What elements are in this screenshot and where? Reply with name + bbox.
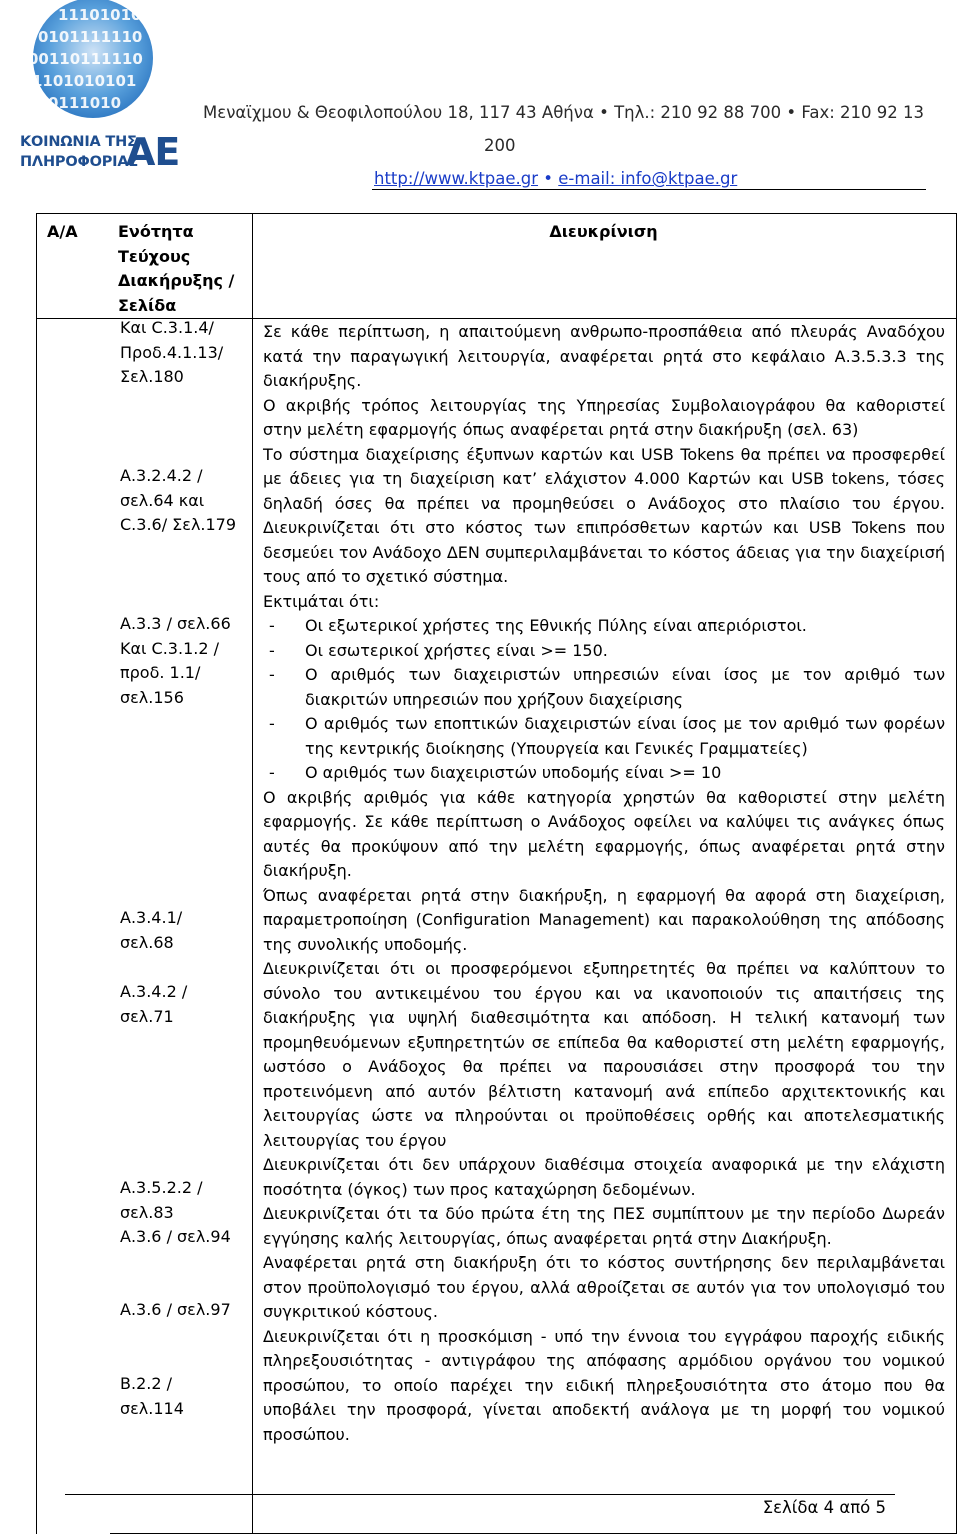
row-26-section: Α.3.5.2.2 / σελ.83 <box>120 1178 203 1222</box>
section-column <box>120 316 248 390</box>
header-aa: Α/Α <box>37 214 111 319</box>
row-28-text: Αναφέρεται ρητά στη διακήρυξη ότι το κόστος συντήρησης δεν περιλαμβάνεται στον προϋπολογισμό του έργου, αλλά αθροίζεται σε αυτόν για τον υπολογισμό του συγκριτικού κόστους. <box>263 1253 945 1321</box>
row-29-section: Β.2.2 / σελ.114 <box>120 1374 184 1418</box>
email-link[interactable]: e-mail: info@ktpae.gr <box>558 169 738 188</box>
logo-ae: ΑΕ <box>126 130 180 174</box>
row-29-text: Διευκρινίζεται ότι η προσκόμιση - υπό την έννοια του εγγράφου παροχής ειδικής πληρεξουσιότητας - αντιγράφου της απόφασης αρμόδιου οργάνου του νομικού προσώπου, το οποίο παρέχει την ειδική πληρεξουσιότητα στο άτομο που θα υποβάλει την προσφορά, γίνεται αποδεκτή ανάλογα με τη μορφή του νομικού προσώπου. <box>263 1326 945 1444</box>
svg-text:11101010: 11101010 <box>58 6 142 24</box>
page-header <box>0 0 960 200</box>
row-28-section: Α.3.6 / σελ.97 <box>120 1300 231 1319</box>
row-25-section: Α.3.4.2 / σελ.71 <box>120 982 188 1026</box>
header-divider <box>372 189 926 190</box>
row-22-text: Το σύστημα διαχείρισης έξυπνων καρτών και USB Tokens θα πρέπει να προσφερθεί με άδειες για τη διαχείριση κατ’ ελάχιστον 4.000 Καρτών και USB tokens, τόσες δηλαδή όσες θα πρέπει να προμηθεύσει ο Ανάδοχος στο πλαίσιο του έργου. Διευκρινίζεται ότι στο κόστος των επιπρόσθετων καρτών και USB Tokens που δεσμεύει τον Ανάδοχο ΔΕΝ συμπεριλαμβάνεται το κόστος άδειας για την διαχείρισή τους από το σχετικό σύστημα. <box>263 444 945 586</box>
row-27-text: Διευκρινίζεται ότι τα δύο πρώτα έτη της ΠΕΣ συμπίπτουν με την περίοδο Δωρεάν εγγύησης καλής λειτουργίας, όπως αναφέρεται ρητά στην Διακήρυξη. <box>263 1204 945 1248</box>
row-23-bullets <box>263 614 945 786</box>
page-number: Σελίδα 4 από 5 <box>762 1498 886 1517</box>
row-23-intro: Εκτιμάται ότι: <box>263 591 380 611</box>
list-item: - Ο αριθμός των διαχειριστών υπηρεσιών είναι ίσος με τον αριθμό των διακριτών υπηρεσιών που χρήζουν διαχείρισης <box>263 663 945 712</box>
header-address: Μεναϊχμου & Θεοφιλοπούλου 18, 117 43 Αθήνα • Τηλ.: 210 92 88 700 • Fax: 210 92 13 <box>203 103 924 122</box>
row-27-section: Α.3.6 / σελ.94 <box>120 1227 231 1246</box>
header-section: Ενότητα Τεύχους Διακήρυξης / Σελίδα <box>110 214 253 319</box>
list-item: - Οι εξωτερικοί χρήστες της Εθνικής Πύλης είναι απεριόριστοι. <box>263 614 945 639</box>
row-0-text-1: Σε κάθε περίπτωση, η απαιτούμενη ανθρωπο-προσπάθεια από πλευράς Αναδόχου κατά την παραγωγική λειτουργία, αναφέρεται ρητά στο κεφάλαιο Α.3.5.3.3 της διακήρυξης. <box>263 322 945 390</box>
header-clarification: Διευκρίνιση <box>253 214 957 319</box>
clarification-column <box>263 320 945 1447</box>
svg-text:00110111110: 00110111110 <box>28 50 143 68</box>
logo-line1: ΚΟΙΝΩΝΙΑ ΤΗΣ <box>20 134 137 150</box>
row-22-section: Α.3.2.4.2 / σελ.64 και C.3.6/ Σελ.179 <box>120 466 237 534</box>
row-24-section: Α.3.4.1/ σελ.68 <box>120 908 183 952</box>
row-23-section: Α.3.3 / σελ.66 Και C.3.1.2 / προδ. 1.1/ σελ.156 <box>120 614 231 707</box>
list-item: - Οι εσωτερικοί χρήστες είναι >= 150. <box>263 639 945 664</box>
footer-divider <box>65 1494 895 1495</box>
row-0-section: Και C.3.1.4/ Προδ.4.1.13/ Σελ.180 <box>120 318 224 386</box>
svg-text:0111010: 0111010 <box>48 94 122 112</box>
row-24-text: Όπως αναφέρεται ρητά στην διακήρυξη, η εφαρμογή θα αφορά στη διαχείριση, παραμετροποίηση (Configuration Management) και παρακολούθηση της απόδοσης της συνολικής υποδομής. <box>263 885 945 954</box>
svg-text:0101111110: 0101111110 <box>38 28 143 46</box>
row-23-outro: Ο ακριβής αριθμός για κάθε κατηγορία χρηστών θα καθοριστεί στην μελέτη εφαρμογής. Σε κάθε περίπτωση ο Ανάδοχος οφείλει να καλύψει τις ανάγκες όπως αυτές θα προκύψουν από την μελέτη εφαρμογής, όπως αναφέρεται ρητά στην διακήρυξη. <box>263 787 945 880</box>
row-num <box>37 319 111 1534</box>
website-link[interactable]: http://www.ktpae.gr <box>374 169 539 188</box>
row-26-text: Διευκρινίζεται ότι δεν υπάρχουν διαθέσιμα στοιχεία αναφορικά με την ελάχιστη ποσότητα (όγκος) των προς καταχώρηση δεδομένων. <box>263 1155 945 1199</box>
row-0-text-2: Ο ακριβής τρόπος λειτουργίας της Υπηρεσίας Συμβολαιογράφου θα καθοριστεί στην μελέτη εφαρμογής όπως αναφέρεται ρητά στην διακήρυξη (σελ. 63) <box>263 395 945 439</box>
svg-text:1101010101: 1101010101 <box>32 72 137 90</box>
table-header-row <box>37 214 957 319</box>
header-fax-continued: 200 <box>484 136 516 155</box>
row-25-text: Διευκρινίζεται ότι οι προσφερόμενοι εξυπηρετητές θα πρέπει να καλύπτουν το σύνολο του αντικειμένου του έργου και να ικανοποιούν τις απαιτήσεις της διακήρυξης για υψηλή διαθεσιμότητα και απόδοση. Η τελική κατανομή των προμηθευόμενων εξυπηρετητών σε επίπεδα θα καθοριστεί στη μελέτη εφαρμογής, ωστόσο ο Ανάδοχος θα πρέπει να παρουσιάσει στην προσφορά του την προτεινόμενη από αυτόν βέλτιστη κατανομή ανά επίπεδο αρχιτεκτονικής και λειτουργίας ώστε να πληρούνται οι προϋποθέσεις ορθής και αποτελεσματικής λειτουργίας του έργου <box>263 959 945 1150</box>
list-item: - Ο αριθμός των διαχειριστών υποδομής είναι >= 10 <box>263 761 945 786</box>
logo-line2: ΠΛΗΡΟΦΟΡΙΑΣ <box>20 154 139 170</box>
list-item: - Ο αριθμός των εποπτικών διαχειριστών είναι ίσος με τον αριθμό των φορέων της κεντρικής διοίκησης (Υπουργεία και Γενικές Γραμματείες) <box>263 712 945 761</box>
header-contact: http://www.ktpae.gr • e-mail: info@ktpae.gr <box>374 169 738 188</box>
